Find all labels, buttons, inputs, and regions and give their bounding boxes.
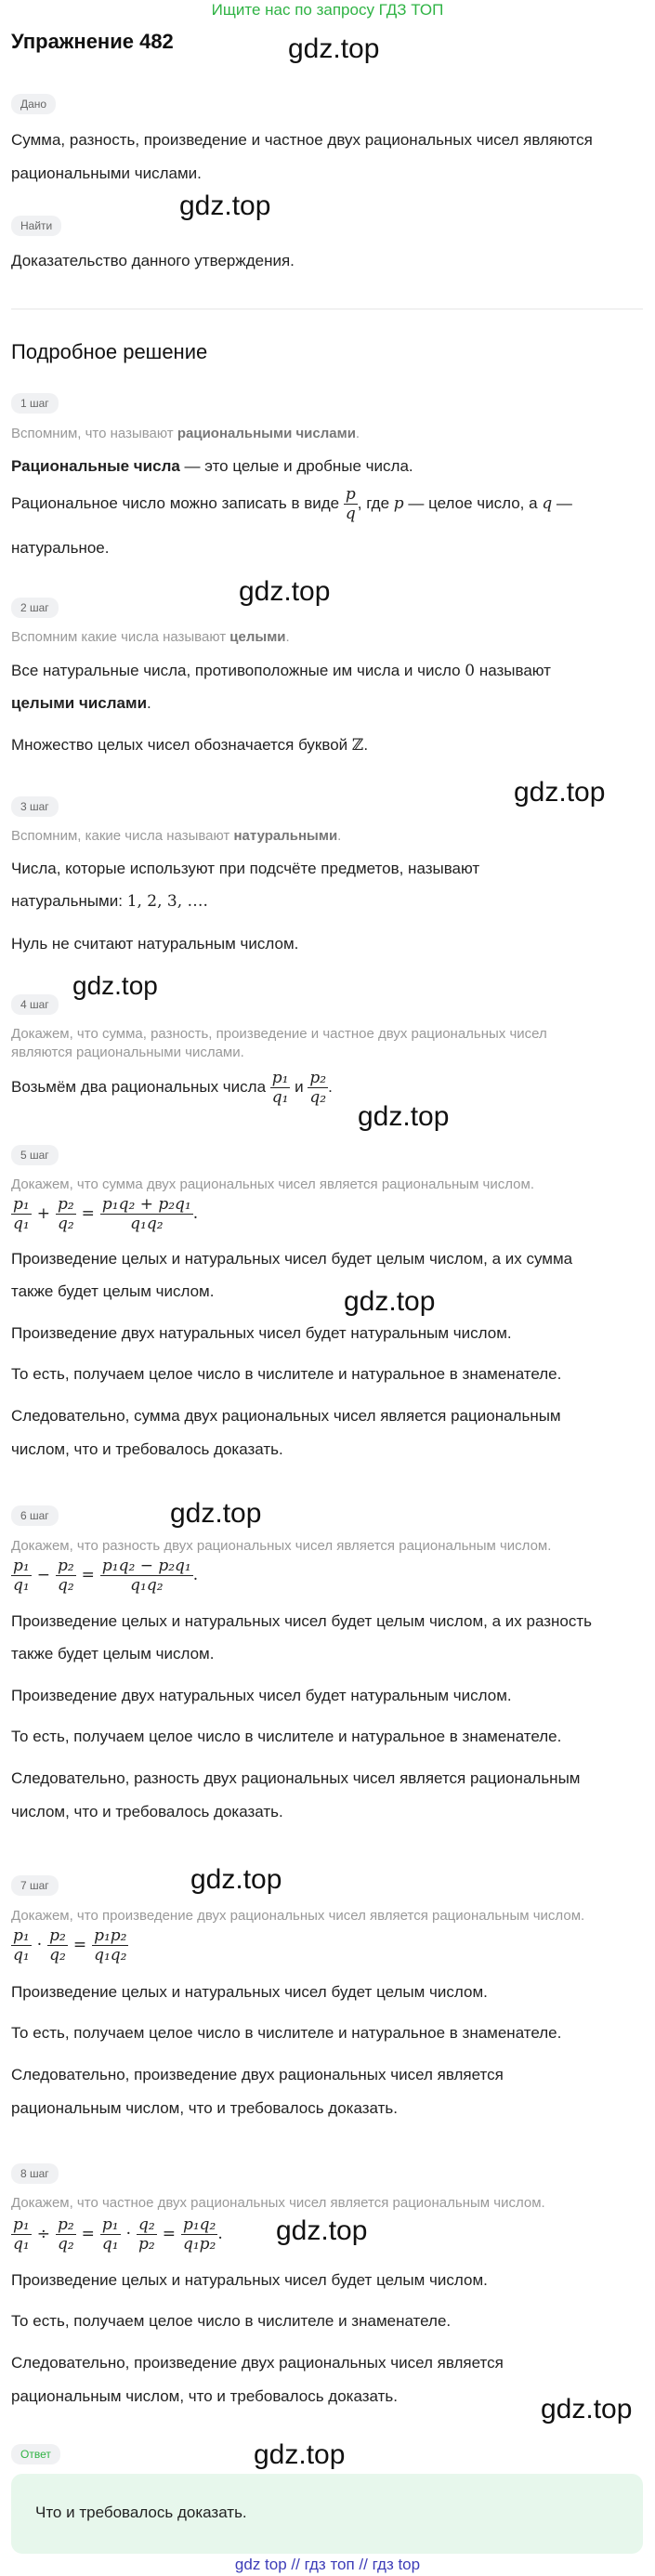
step-intro: Докажем, что частное двух рациональных чисел является рациональным числом.	[11, 2195, 545, 2211]
given-text-line: Сумма, разность, произведение и частное двух рациональных чисел являются	[11, 131, 593, 149]
find-badge: Найти	[11, 216, 61, 236]
step-text: натуральными: 1, 2, 3, ….	[11, 892, 208, 911]
watermark: gdz.top	[344, 1286, 436, 1317]
step-text: рациональным числом, что и требовалось доказать.	[11, 2387, 398, 2405]
step-text: Множество целых чисел обозначается буквой ℤ.	[11, 736, 369, 755]
step-text: числом, что и требовалось доказать.	[11, 1440, 283, 1458]
step-badge: 8 шаг	[11, 2163, 59, 2184]
step-text: Возьмём два рациональных числа $\frac{\text{p₁}}{\text{q₁}}$ и $\frac{\text{p₂}}{\text{q₂}}$ .	[11, 1069, 333, 1107]
difference-equation: $\frac{\text{p₁}}{\text{q₁}}$ − $\frac{\text{p₂}}{\text{q₂}}$ = $\frac{\text{p₁q₂ − p₂q₁}}{\text{q₁q₂}}$ .	[13, 1557, 199, 1595]
step-badge: 5 шаг	[11, 1145, 59, 1165]
step-text: Следовательно, произведение двух рациональных чисел является	[11, 2354, 504, 2372]
step-badge: 1 шаг	[11, 393, 59, 414]
watermark: gdz.top	[541, 2394, 633, 2425]
search-banner[interactable]: Ищите нас по запросу ГДЗ ТОП	[211, 1, 444, 19]
step-badge: 3 шаг	[11, 796, 59, 817]
watermark: gdz.top	[170, 1498, 262, 1529]
step-text: также будет целым числом.	[11, 1282, 215, 1300]
watermark: gdz.top	[288, 33, 380, 64]
step-text: числом, что и требовалось доказать.	[11, 1803, 283, 1820]
watermark: gdz.top	[254, 2439, 346, 2470]
step-text: Следовательно, разность двух рациональных чисел является рациональным	[11, 1769, 581, 1787]
step-text: Все натуральные числа, противоположные им числа и число 0 называют	[11, 662, 551, 680]
answer-text: Что и требовалось доказать.	[35, 2504, 247, 2521]
watermark: gdz.top	[179, 191, 271, 221]
step-badge: 4 шаг	[11, 994, 59, 1015]
step-intro: являются рациональными числами.	[11, 1045, 244, 1060]
step-intro: Докажем, что сумма двух рациональных чисел является рациональным числом.	[11, 1176, 534, 1192]
sum-equation: $\frac{\text{p₁}}{\text{q₁}}$ + $\frac{\text{p₂}}{\text{q₂}}$ = $\frac{\text{p₁q₂ + p₂q₁}}{\text{q₁q₂}}$ .	[13, 1195, 199, 1233]
answer-badge: Ответ	[11, 2444, 60, 2464]
step-text: Следовательно, сумма двух рациональных чисел является рациональным	[11, 1407, 561, 1425]
fraction-p-q: $\frac{p}{q}$	[345, 485, 356, 523]
step-text: То есть, получаем целое число в числителе и натуральное в знаменателе.	[11, 1728, 562, 1745]
step-text: Рациональное число можно записать в виде $\frac{p}{q}$ , где p — целое число, а q —	[11, 485, 572, 523]
solution-title: Подробное решение	[11, 340, 208, 363]
step-text: Нуль не считают натуральным числом.	[11, 935, 299, 953]
step-intro: Вспомним какие числа называют целыми.	[11, 629, 290, 645]
step-text: Произведение целых и натуральных чисел будет целым числом.	[11, 2271, 488, 2289]
step-text: рациональным числом, что и требовалось доказать.	[11, 2099, 398, 2117]
watermark: gdz.top	[239, 576, 331, 607]
step-text: целыми числами.	[11, 694, 151, 712]
given-text-line: рациональными числами.	[11, 164, 202, 182]
quotient-equation: $\frac{\text{p₁}}{\text{q₁}}$ ÷ $\frac{\text{p₂}}{\text{q₂}}$ = $\frac{\text{p₁}}{\text{q₁}}$ · $\frac{\text{q₂}}{\text{p₂}}$ = $\frac{\text{p₁q₂}}{\text{q₁p₂}}$ .	[13, 2215, 223, 2254]
step-intro: Вспомним, что называют рациональными числами.	[11, 426, 360, 441]
watermark: gdz.top	[72, 971, 158, 1000]
find-text: Доказательство данного утверждения.	[11, 252, 295, 269]
step-intro: Докажем, что произведение двух рациональных чисел является рациональным числом.	[11, 1908, 585, 1924]
step-intro: Докажем, что сумма, разность, произведение и частное двух рациональных чисел	[11, 1026, 547, 1042]
step-intro: Докажем, что разность двух рациональных чисел является рациональным числом.	[11, 1538, 552, 1554]
step-text: Произведение целых и натуральных чисел будет целым числом, а их сумма	[11, 1250, 573, 1268]
step-text: То есть, получаем целое число в числителе и знаменателе.	[11, 2312, 452, 2330]
watermark: gdz.top	[514, 777, 606, 808]
given-badge: Дано	[11, 94, 56, 114]
watermark: gdz.top	[276, 2215, 368, 2246]
step-intro: Вспомним, какие числа называют натуральными.	[11, 828, 342, 844]
footer-links[interactable]: gdz top // гдз топ // гдз top	[234, 2556, 421, 2573]
step-text: Следовательно, произведение двух рациональных чисел является	[11, 2066, 504, 2083]
step-text: натуральное.	[11, 539, 110, 557]
step-badge: 6 шаг	[11, 1505, 59, 1526]
step-text: Произведение двух натуральных чисел будет натуральным числом.	[11, 1324, 512, 1342]
step-text: Произведение целых и натуральных чисел будет целым числом, а их разность	[11, 1612, 592, 1630]
step-text: Произведение целых и натуральных чисел будет целым числом.	[11, 1983, 488, 2001]
step-badge: 2 шаг	[11, 598, 59, 618]
watermark: gdz.top	[358, 1101, 450, 1132]
answer-box	[11, 2474, 643, 2554]
step-text: Произведение двух натуральных чисел будет натуральным числом.	[11, 1687, 512, 1704]
step-text: Числа, которые используют при подсчёте предметов, называют	[11, 860, 480, 877]
step-text: также будет целым числом.	[11, 1645, 215, 1663]
page-title: Упражнение 482	[11, 30, 174, 53]
product-equation: $\frac{\text{p₁}}{\text{q₁}}$ · $\frac{\text{p₂}}{\text{q₂}}$ = $\frac{\text{p₁p₂}}{\text{q₁q₂}}$	[13, 1926, 127, 1965]
step-text: То есть, получаем целое число в числителе и натуральное в знаменателе.	[11, 2024, 562, 2042]
step-text: То есть, получаем целое число в числителе и натуральное в знаменателе.	[11, 1365, 562, 1383]
definition: Рациональные числа — это целые и дробные числа.	[11, 457, 413, 475]
step-badge: 7 шаг	[11, 1875, 59, 1896]
watermark: gdz.top	[190, 1864, 282, 1895]
